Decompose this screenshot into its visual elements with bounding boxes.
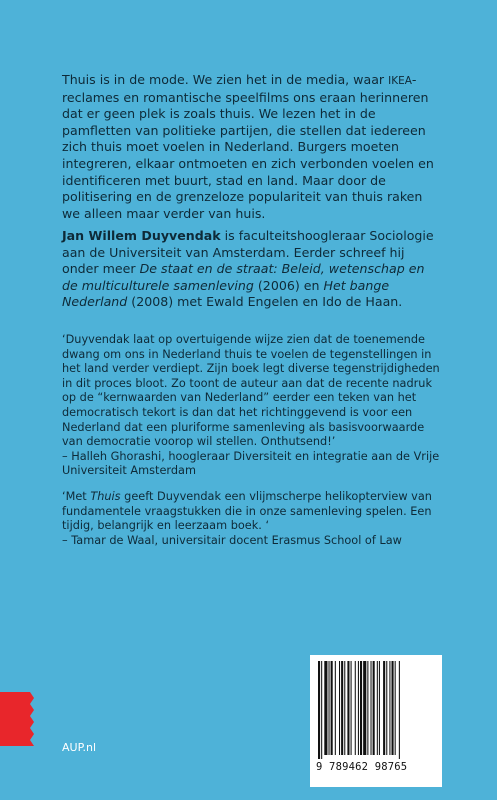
barcode-bar xyxy=(341,661,343,755)
barcode-bar xyxy=(351,661,352,755)
barcode-bar xyxy=(377,661,378,755)
barcode-bar xyxy=(321,661,322,759)
blurb-text-part: Thuis is in de mode. We zien het in de media, waar xyxy=(62,72,389,87)
barcode-bar xyxy=(389,661,390,755)
barcode-bar xyxy=(358,661,359,755)
author-bio-text: (2006) en xyxy=(253,277,324,293)
barcode-bar xyxy=(395,661,396,755)
barcode-bar xyxy=(373,661,375,755)
barcode-bar xyxy=(392,661,394,755)
barcode-icon xyxy=(316,661,436,759)
barcode-bar xyxy=(367,661,368,755)
barcode-bar xyxy=(360,661,362,755)
barcode-bar xyxy=(371,661,372,755)
barcode-bar xyxy=(318,661,320,759)
author-book-title: Het bange Nederland xyxy=(62,277,390,310)
publisher-url[interactable]: AUP.nl xyxy=(62,741,97,754)
barcode-bar xyxy=(363,661,366,755)
barcode-bar xyxy=(347,661,349,755)
barcode-bar xyxy=(331,661,333,755)
barcode-bar xyxy=(379,661,380,755)
author-bio-text: is faculteitshoogleraar Sociologie aan de Universiteit van Amsterdam. Eerder schreef hij onder meer xyxy=(62,228,434,277)
barcode-bar xyxy=(344,661,345,755)
author-bio-text: (2008) met Ewald Engelen en Ido de Haan. xyxy=(127,294,403,310)
barcode-bar xyxy=(324,661,327,755)
barcode-bar xyxy=(383,661,385,755)
author-name: Jan Willem Duyvendak xyxy=(62,228,221,243)
isbn-barcode xyxy=(310,655,442,787)
review-attribution: – Tamar de Waal, universitair docent Erasmus School of Law xyxy=(62,533,402,547)
blurb-text-part: -reclames en romantische speelfilms ons eraan herinneren dat er geen plek is zoals thuis. We lezen het in de pamfletten van politieke partijen, die stellen dat iedereen zich thuis moet voelen in Nederland. Burgers moeten integreren, elkaar ontmoeten en zich verbonden voelen en identificeren met buurt, stad en land. Maar door de politisering en de grenzeloze populariteit van thuis raken we alleen maar verder van huis. xyxy=(62,72,434,221)
blurb-brand: IKEA xyxy=(388,75,412,87)
review-text: ‘Duyvendak laat op overtuigende wijze zien dat de toenemende dwang om ons in Nederland thuis te voelen de tegenstellingen in het land verder verdiept. Zijn boek legt diverse tegenstrijdigheden in dit proces bloot. Zo toont de auteur aan dat de recente nadruk op de “kernwaarden van Nederland” eerder een teken van het democratisch tekort is dan dat het richtinggevend is voor een Nederland dat een pluriforme samenleving als basisvoorwaarde van democratie voorop wil stellen. Onthutsend!’ xyxy=(62,333,440,449)
isbn-number: 9 789462 98765 xyxy=(316,761,408,773)
review-book-title: Thuis xyxy=(90,490,121,503)
author-book-title: De staat en de straat: Beleid, wetenschap en de multiculturele samenleving xyxy=(62,261,425,293)
barcode-bar xyxy=(399,661,400,759)
blurb-paragraph xyxy=(62,72,440,222)
author-bio xyxy=(62,228,440,311)
barcode-bar xyxy=(355,661,356,755)
barcode-bar xyxy=(335,661,336,755)
review-quote-2 xyxy=(62,490,440,548)
review-text: ‘Met xyxy=(62,490,91,503)
review-attribution: – Halleh Ghorashi, hoogleraar Diversiteit en integratie aan de Vrije Universiteit Amsterdam xyxy=(62,449,440,478)
aup-logo-icon xyxy=(0,690,44,746)
barcode-bar xyxy=(339,661,340,755)
barcode-bar xyxy=(329,661,330,755)
barcode-bar xyxy=(386,661,387,755)
review-quote-1 xyxy=(62,333,440,479)
review-text: geeft Duyvendak een vlijmscherpe helikopterview van fundamentele vraagstukken die in onze samenleving spelen. Een tijdig, belangrijk en leerzaam boek. ‘ xyxy=(62,490,432,533)
